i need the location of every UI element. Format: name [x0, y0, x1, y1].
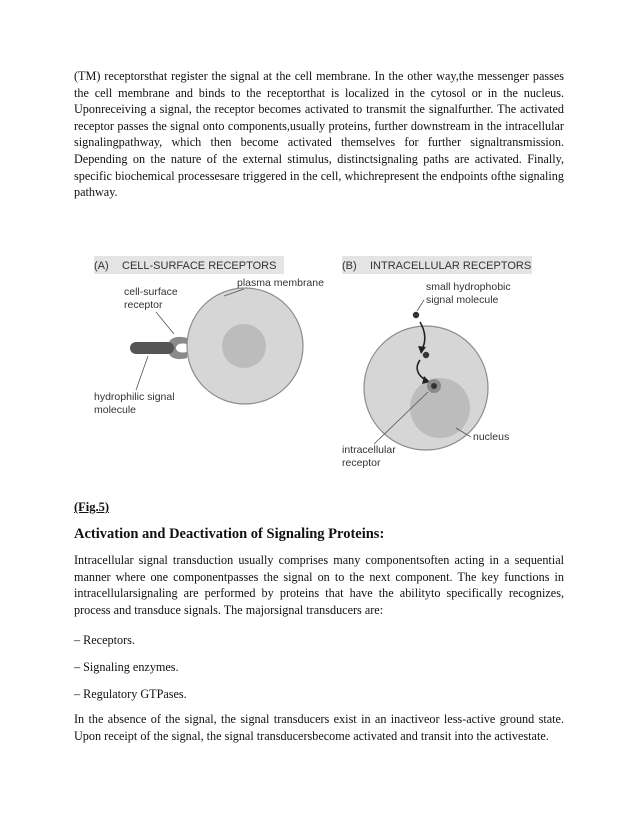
body-paragraph-receptors: (TM) receptorsthat register the signal at the cell membrane. In the other way,the messenger passes the cell membrane and binds to the receptorthat is localized in the cytosol or in the nucleus. Uponreceiving a signal, the receptor becomes activated to transmit the signalfurther. The activated receptor passes the signal onto components,usually proteins, further downstream in the intracellular signalingpathway, which then become activated themselves for further signaltransmission. Depending on the nature of the external stimulus, distinctsignaling paths are activated. Finally, specific biochemical processesare triggered in the cell, whichrepresent the endpoints ofthe signaling pathway.	[74, 69, 564, 200]
hydrophilic-molecule-shape	[130, 342, 174, 354]
hydrophobic-leader-line	[417, 300, 424, 311]
figure-caption: (Fig.5)	[74, 500, 110, 514]
intracellular-label-1: intracellular	[342, 444, 396, 456]
small-hydrophobic-molecule	[413, 312, 419, 318]
body-paragraph-activation: In the absence of the signal, the signal transducers exist in an inactiveor less-active ground state. Upon receipt of the signal, the signal transducersbecome activated and transit into the activestate.	[74, 712, 564, 743]
intracellular-label-2: receptor	[342, 457, 381, 469]
cytosol-molecule	[423, 352, 429, 358]
panel-b-letter: (B)	[342, 260, 357, 272]
bound-ligand	[431, 383, 437, 389]
panel-a-title: CELL-SURFACE RECEPTORS	[122, 260, 277, 272]
cell-surface-label-1: cell-surface	[124, 286, 178, 298]
hydrophobic-label-1: small hydrophobic	[426, 281, 511, 293]
panel-a-nucleus	[222, 324, 266, 368]
body-paragraph-transduction: Intracellular signal transduction usually comprises many componentsoften acting in a sequential manner where one componentpasses the signal on to the next component. The key functions in intracellularsignaling are performed by proteins that have the abilityto specifically recognizes, process and transduce signals. The majorsignal transducers are:	[74, 553, 564, 617]
cell-surface-label-2: receptor	[124, 299, 163, 311]
plasma-membrane-label: plasma membrane	[237, 277, 324, 289]
receptor-figure	[74, 248, 564, 493]
hydrophilic-label-2: molecule	[94, 404, 137, 416]
section-heading: Activation and Deactivation of Signaling Proteins:	[74, 526, 385, 542]
panel-b-title: INTRACELLULAR RECEPTORS	[370, 260, 532, 272]
nucleus-label: nucleus	[473, 431, 510, 443]
list-item-enzymes: – Signaling enzymes.	[74, 660, 179, 674]
hydrophilic-label-1: hydrophilic signal	[94, 391, 175, 403]
receptor-leader-line	[156, 312, 174, 334]
molecule-leader-line	[136, 356, 148, 390]
list-item-gtpases: – Regulatory GTPases.	[74, 687, 187, 701]
panel-a-letter: (A)	[94, 260, 109, 272]
list-item-receptors: – Receptors.	[74, 633, 135, 647]
hydrophobic-label-2: signal molecule	[426, 294, 499, 306]
